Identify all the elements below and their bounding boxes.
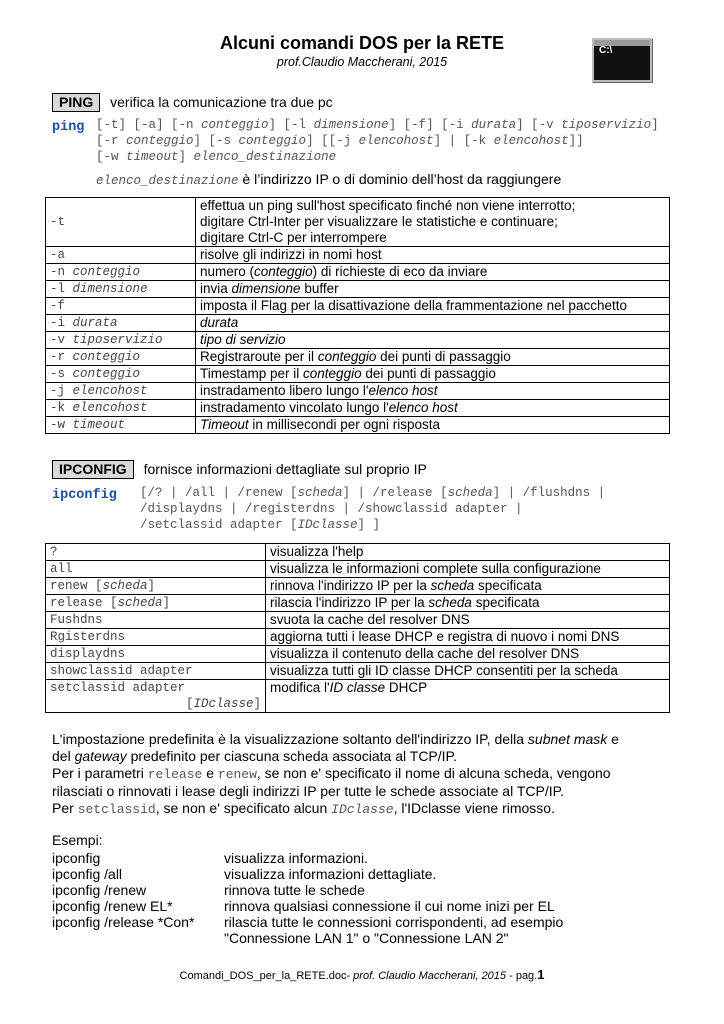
option-description bbox=[196, 264, 670, 281]
option-description bbox=[196, 281, 670, 298]
ipconfig-section-heading bbox=[52, 460, 427, 479]
logo-text: C:\ bbox=[599, 45, 613, 56]
example-command: ipconfig /renew EL* bbox=[52, 898, 173, 914]
option-cell bbox=[46, 680, 266, 713]
desc-text: visualizza le informazioni complete sulla configurazione bbox=[270, 561, 601, 576]
space bbox=[65, 350, 73, 364]
example-command: ipconfig bbox=[52, 850, 101, 866]
note-code: setclassid bbox=[77, 802, 156, 817]
note-code: release bbox=[147, 767, 203, 782]
note-code: IDclasse bbox=[331, 802, 394, 817]
option-flag: -n bbox=[50, 265, 66, 279]
option-flag: -r bbox=[50, 350, 66, 364]
table-row bbox=[46, 366, 670, 383]
option-flag: -v bbox=[50, 333, 66, 347]
table-row bbox=[46, 315, 670, 332]
option-cell bbox=[46, 383, 196, 400]
option-cell bbox=[46, 349, 196, 366]
option-description bbox=[266, 578, 670, 595]
example-description: rinnova qualsiasi connessione il cui nome inizi per EL bbox=[224, 898, 555, 914]
example-description: rinnova tutte le schede bbox=[224, 882, 365, 898]
option-cell bbox=[46, 578, 266, 595]
option-description bbox=[196, 349, 670, 366]
space bbox=[65, 418, 73, 432]
desc-text: aggiorna tutti i lease DHCP e registra di nuovo i nomi DNS bbox=[270, 629, 620, 644]
option-flag: ? bbox=[50, 545, 58, 559]
option-cell bbox=[46, 264, 196, 281]
note-text: L'impostazione predefinita è la visualizzazione soltanto dell'indirizzo IP, della bbox=[52, 731, 528, 747]
option-arg: conteggio bbox=[72, 350, 141, 364]
option-description bbox=[266, 612, 670, 629]
desc-text: svuota la cache del resolver DNS bbox=[270, 612, 470, 627]
ipconfig-tag: IPCONFIG bbox=[52, 460, 134, 479]
desc-text: modifica l' bbox=[270, 680, 330, 695]
ping-options-table bbox=[45, 197, 670, 434]
desc-text: visualizza il contenuto della cache del resolver DNS bbox=[270, 646, 580, 661]
option-arg-line bbox=[50, 696, 261, 712]
option-arg: elencohost bbox=[72, 401, 148, 415]
option-flag: release [ bbox=[50, 596, 118, 610]
option-description bbox=[196, 383, 670, 400]
example-command: ipconfig /release *Con* bbox=[52, 914, 195, 930]
footer-page-number: 1 bbox=[537, 967, 545, 982]
example-command: ipconfig /renew bbox=[52, 882, 147, 898]
note-italic: subnet mask bbox=[527, 731, 608, 747]
option-flag: -a bbox=[50, 248, 66, 262]
desc-text: specificata bbox=[474, 578, 542, 593]
option-cell bbox=[46, 400, 196, 417]
option-description bbox=[266, 561, 670, 578]
note-line-1 bbox=[52, 731, 692, 748]
desc-text: visualizza l'help bbox=[270, 544, 364, 559]
desc-text: instradamento libero lungo l' bbox=[200, 383, 369, 398]
table-row bbox=[46, 663, 670, 680]
option-flag: showclassid adapter bbox=[50, 664, 193, 678]
destination-description: è l’indirizzo IP o di dominio dell’host da raggiungere bbox=[242, 171, 562, 187]
desc-text: DHCP bbox=[385, 680, 428, 695]
note-text: , l'IDclasse viene rimosso. bbox=[393, 800, 555, 816]
option-flag: -l bbox=[50, 282, 66, 296]
table-row bbox=[46, 247, 670, 264]
desc-text: digitare Ctrl-Inter per visualizzare le statistiche e continuare; bbox=[200, 214, 558, 229]
desc-italic: elenco host bbox=[388, 400, 458, 415]
example-row bbox=[52, 914, 563, 930]
bracket: [ bbox=[185, 697, 194, 711]
option-arg: conteggio bbox=[72, 367, 141, 381]
option-description bbox=[196, 366, 670, 383]
option-cell bbox=[46, 544, 266, 561]
example-description: visualizza informazioni dettagliate. bbox=[224, 866, 437, 882]
space bbox=[65, 316, 73, 330]
ping-syntax-line-1: [-t] [-a] [-n conteggio] [-l dimensione] [-f] [-i durata] [-v tiposervizio] bbox=[96, 118, 659, 132]
page-title: Alcuni comandi DOS per la RETE bbox=[219, 33, 505, 53]
desc-italic: elenco host bbox=[368, 383, 438, 398]
ipconfig-description: fornisce informazioni dettagliate sul proprio IP bbox=[143, 461, 427, 477]
example-description: rilascia tutte le connessioni corrispondenti, ad esempio bbox=[224, 914, 564, 930]
ping-syntax-block bbox=[52, 117, 84, 135]
option-cell bbox=[46, 281, 196, 298]
table-row bbox=[46, 595, 670, 612]
table-row bbox=[46, 383, 670, 400]
desc-italic: ID classe bbox=[329, 680, 386, 695]
space bbox=[65, 282, 73, 296]
table-row bbox=[46, 349, 670, 366]
ipconfig-options-table bbox=[45, 543, 670, 713]
bracket: ] bbox=[147, 579, 156, 593]
footer-file: Comandi_DOS_per_la_RETE.doc- bbox=[179, 970, 354, 982]
option-description bbox=[266, 646, 670, 663]
note-text: Per bbox=[52, 800, 78, 816]
desc-text: dei punti di passaggio bbox=[361, 366, 496, 381]
option-arg: IDclasse bbox=[193, 697, 254, 711]
note-line-2 bbox=[52, 748, 692, 765]
note-text: e bbox=[202, 765, 218, 781]
option-description bbox=[196, 315, 670, 332]
ipconfig-syntax-line-3: /setclassid adapter [IDclasse] ] bbox=[140, 518, 381, 532]
desc-text: specificata bbox=[471, 595, 540, 610]
option-cell bbox=[46, 629, 266, 646]
space bbox=[65, 384, 73, 398]
desc-text: digitare Ctrl-C per interrompere bbox=[200, 230, 387, 245]
footer-author: prof. Claudio Maccherani, 2015 bbox=[353, 970, 507, 982]
table-row bbox=[46, 332, 670, 349]
ping-description: verifica la comunicazione tra due pc bbox=[110, 94, 333, 110]
table-row bbox=[46, 629, 670, 646]
ipconfig-syntax-block bbox=[52, 485, 117, 503]
table-row bbox=[46, 578, 670, 595]
table-row bbox=[46, 400, 670, 417]
bracket: ] bbox=[253, 697, 261, 711]
option-description bbox=[196, 400, 670, 417]
option-flag: -f bbox=[50, 299, 66, 313]
option-arg: durata bbox=[72, 316, 118, 330]
destination-param: elenco_destinazione bbox=[96, 174, 239, 188]
option-flag: renew [ bbox=[50, 579, 103, 593]
option-cell bbox=[46, 595, 266, 612]
desc-text: invia bbox=[200, 281, 232, 296]
table-row bbox=[46, 198, 670, 247]
option-arg: dimensione bbox=[72, 282, 148, 296]
table-row bbox=[46, 646, 670, 663]
option-description bbox=[196, 332, 670, 349]
table-row bbox=[46, 544, 670, 561]
page-footer bbox=[0, 967, 724, 982]
option-flag: Rgisterdns bbox=[50, 630, 126, 644]
option-description bbox=[196, 247, 670, 264]
desc-italic: conteggio bbox=[317, 349, 377, 364]
note-line-3 bbox=[52, 765, 692, 783]
command-prompt-icon bbox=[592, 38, 652, 82]
desc-italic: dimensione bbox=[231, 281, 301, 296]
desc-italic: conteggio bbox=[254, 264, 313, 279]
note-text: , se non e' specificato il nome di alcuna scheda, vengono bbox=[256, 765, 611, 781]
option-arg: scheda bbox=[117, 596, 163, 610]
ping-syntax-line-2: [-r conteggio] [-s conteggio] [[-j elencohost] | [-k elencohost]] bbox=[96, 134, 584, 148]
space bbox=[65, 333, 73, 347]
option-cell bbox=[46, 198, 196, 247]
option-cell bbox=[46, 561, 266, 578]
ipconfig-syntax-line-1: [/? | /all | /renew [scheda] | /release [scheda] | /flushdns | bbox=[140, 486, 606, 500]
note-line-5 bbox=[52, 800, 692, 818]
option-description bbox=[196, 417, 670, 434]
option-flag: -j bbox=[50, 384, 66, 398]
option-cell bbox=[46, 315, 196, 332]
option-cell bbox=[46, 247, 196, 264]
ping-tag: PING bbox=[52, 93, 100, 112]
examples-label: Esempi: bbox=[52, 832, 103, 848]
ipconfig-command-name: ipconfig bbox=[52, 488, 117, 503]
desc-text: visualizza tutti gli ID classe DHCP consentiti per la scheda bbox=[270, 663, 618, 678]
ping-command-name: ping bbox=[52, 120, 85, 135]
ipconfig-syntax-line-2: /displaydns | /registerdns | /showclassid adapter | bbox=[140, 502, 523, 516]
footer-page-label: - pag. bbox=[506, 970, 538, 982]
example-row bbox=[52, 898, 555, 914]
option-flag: all bbox=[50, 562, 73, 576]
desc-text: in millisecondi per ogni risposta bbox=[248, 417, 440, 432]
option-cell bbox=[46, 612, 266, 629]
option-flag: -s bbox=[50, 367, 66, 381]
space bbox=[65, 401, 73, 415]
desc-text: buffer bbox=[300, 281, 339, 296]
option-flag: Fushdns bbox=[50, 613, 103, 627]
option-cell bbox=[46, 663, 266, 680]
option-description bbox=[266, 680, 670, 713]
option-flag: displaydns bbox=[50, 647, 126, 661]
example-description: visualizza informazioni. bbox=[224, 850, 368, 866]
example-row bbox=[52, 866, 436, 882]
option-description bbox=[266, 544, 670, 561]
option-cell bbox=[46, 332, 196, 349]
example-description: "Connessione LAN 1" o "Connessione LAN 2" bbox=[224, 930, 509, 946]
option-arg: scheda bbox=[102, 579, 148, 593]
table-row bbox=[46, 417, 670, 434]
desc-italic: scheda bbox=[428, 595, 472, 610]
note-text: , se non e' specificato alcun bbox=[155, 800, 332, 816]
notes-paragraph bbox=[52, 731, 692, 818]
desc-text: rilascia l'indirizzo IP per la bbox=[270, 595, 429, 610]
option-cell bbox=[46, 417, 196, 434]
option-cell bbox=[46, 646, 266, 663]
note-code: renew bbox=[217, 767, 257, 782]
desc-text: effettua un ping sull'host specificato finché non viene interrotto; bbox=[200, 198, 576, 213]
table-row bbox=[46, 281, 670, 298]
table-row bbox=[46, 680, 670, 713]
note-text: Per i parametri bbox=[52, 765, 148, 781]
desc-text: Timestamp per il bbox=[200, 366, 304, 381]
table-row bbox=[46, 298, 670, 315]
option-cell bbox=[46, 298, 196, 315]
note-text: e bbox=[607, 731, 619, 747]
table-row bbox=[46, 561, 670, 578]
option-arg: tiposervizio bbox=[72, 333, 163, 347]
option-arg: elencohost bbox=[72, 384, 148, 398]
example-row bbox=[52, 930, 509, 946]
option-flag: -k bbox=[50, 401, 66, 415]
bracket: ] bbox=[162, 596, 171, 610]
desc-text: ) di richieste di eco da inviare bbox=[312, 264, 488, 279]
option-flag: -w bbox=[50, 418, 66, 432]
note-text: predefinito per ciascuna scheda associata al TCP/IP. bbox=[126, 748, 457, 764]
desc-text: dei punti di passaggio bbox=[376, 349, 511, 364]
example-command: ipconfig /all bbox=[52, 866, 123, 882]
desc-text: numero ( bbox=[200, 264, 255, 279]
desc-italic: scheda bbox=[430, 578, 475, 593]
table-row bbox=[46, 612, 670, 629]
option-description bbox=[266, 595, 670, 612]
desc-italic: durata bbox=[200, 315, 239, 330]
option-flag: -i bbox=[50, 316, 66, 330]
space bbox=[65, 367, 73, 381]
note-text: del bbox=[52, 748, 75, 764]
example-row bbox=[52, 882, 365, 898]
ping-syntax-line-3: [-w timeout] elenco_destinazione bbox=[96, 150, 337, 164]
option-flag: setclassid adapter bbox=[50, 681, 186, 695]
desc-text: instradamento vincolato lungo l' bbox=[200, 400, 389, 415]
desc-text: rinnova l'indirizzo IP per la bbox=[270, 578, 431, 593]
option-cell bbox=[46, 366, 196, 383]
option-description bbox=[266, 629, 670, 646]
note-line-4 bbox=[52, 783, 692, 800]
option-description bbox=[266, 663, 670, 680]
note-text: rilasciati o rinnovati i lease degli indirizzi IP per tutte le schede associate al TCP/IP. bbox=[52, 783, 565, 799]
option-description bbox=[196, 298, 670, 315]
desc-text: imposta il Flag per la disattivazione della frammentazione nel pacchetto bbox=[200, 298, 627, 313]
ping-destination-note bbox=[96, 171, 561, 188]
example-row bbox=[52, 850, 368, 866]
desc-italic: tipo di servizio bbox=[200, 332, 286, 347]
desc-text: Registraroute per il bbox=[200, 349, 318, 364]
desc-italic: conteggio bbox=[303, 366, 362, 381]
option-arg: timeout bbox=[72, 418, 126, 432]
ping-section-heading bbox=[52, 93, 333, 112]
desc-text: risolve gli indirizzi in nomi host bbox=[200, 247, 382, 262]
note-italic: gateway bbox=[74, 748, 127, 764]
desc-italic: Timeout bbox=[200, 417, 249, 432]
space bbox=[65, 265, 73, 279]
page-subtitle: prof.Claudio Maccherani, 2015 bbox=[276, 55, 448, 69]
option-description bbox=[196, 198, 670, 247]
option-arg: conteggio bbox=[72, 265, 141, 279]
option-flag: -t bbox=[50, 215, 66, 229]
table-row bbox=[46, 264, 670, 281]
